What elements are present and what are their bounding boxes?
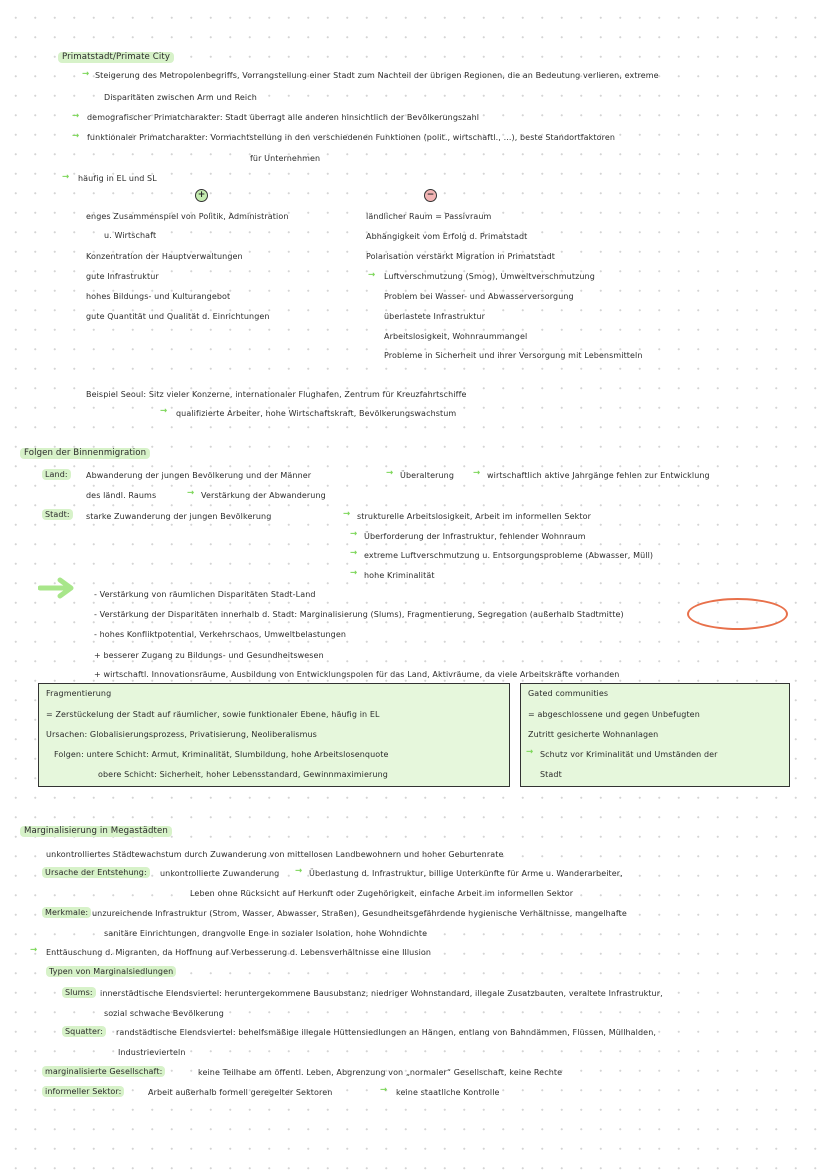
gated-title: Gated communities [528,689,609,698]
arrow-icon: → [295,866,303,876]
pro-item: Konzentration der Hauptverwaltungen [86,252,243,261]
margin-line2c: Leben ohne Rücksicht auf Herkunft oder Zugehörigkeit, einfache Arbeit im informellen Sektor [190,889,574,898]
binnen-title: Folgen der Binnenmigration [20,448,150,459]
primat-title: Primatstadt/Primate City [58,52,174,63]
pro-item: hohes Bildungs- und Kulturangebot [86,292,231,301]
land-line2b: Verstärkung der Abwanderung [201,491,326,500]
consequence-item: + wirtschaftl. Innovationsräume, Ausbildung von Entwicklungspolen für das Land, Aktivräume, da viele Arbeitskräfte vorhanden [94,670,620,679]
consequence-item: - hohes Konfliktpotential, Verkehrschaos, Umweltbelastungen [94,630,347,639]
stadt-line2: Überforderung der Infrastruktur, fehlender Wohnraum [364,532,586,541]
arrow-icon: → [30,945,38,955]
pro-item: enges Zusammenspiel von Politik, Administration [86,212,289,221]
con-item: Abhängigkeit vom Erfolg d. Primatstadt [366,232,528,241]
arrow-icon: → [526,747,534,757]
con-item: Polarisation verstärkt Migration in Primatstadt [366,252,556,261]
fragment-title: Fragmentierung [46,689,112,698]
margin-line2: unkontrollierte Zuwanderung [160,869,280,878]
stadt-line3: extreme Luftverschmutzung u. Entsorgungsprobleme (Abwasser, Müll) [364,551,654,560]
arrow-icon: → [386,468,394,478]
ursache-label: Ursache der Entstehung: [42,867,150,878]
pro-item: u. Wirtschaft [104,231,157,240]
fragment-line2: Ursachen: Globalisierungsprozess, Privatisierung, Neoliberalismus [46,730,317,739]
con-item: Luftverschmutzung (Smog), Umweltverschmutzung [384,272,595,281]
land-line1b: Überalterung [400,471,455,480]
arrow-icon: → [368,270,376,280]
squatter-line: randstädtische Elendsviertel: behelfsmäßige illegale Hüttensiedlungen an Hängen, entlang von Bahndämmen, Flüssen, Müllhalden, [116,1028,657,1037]
con-item: ländlicher Raum = Passivraum [366,212,492,221]
squatter-line-b: Industrievierteln [118,1048,186,1057]
arrow-icon: → [187,488,195,498]
slums-line: innerstädtische Elendsviertel: heruntergekommene Bausubstanz, niedriger Wohnstandard, illegale Zusatzbauten, veraltete Infrastruktur, [100,989,663,998]
stadt-line4: hohe Kriminalität [364,571,435,580]
arrow-icon: → [72,131,80,141]
con-item: Arbeitslosigkeit, Wohnraummangel [384,332,528,341]
fragment-line1: = Zerstückelung der Stadt auf räumlicher, sowie funktionaler Ebene, häufig in EL [46,710,380,719]
minus-icon: − [424,189,437,202]
margin-line2b: Überlastung d. Infrastruktur, billige Unterkünfte für Arme u. Wanderarbeiter, [309,869,623,878]
margin-line4: Enttäuschung d. Migranten, da Hoffnung auf Verbesserung d. Lebensverhältnisse eine Illusion [46,948,432,957]
typen-label: Typen von Marginalsiedlungen [46,966,176,977]
gesellschaft-label: marginalisierte Gesellschaft: [42,1066,165,1077]
consequence-item: - Verstärkung der Disparitäten innerhalb d. Stadt: Marginalisierung (Slums), Fragmentierung, Segregation (außerhalb Stadtmitte) [94,610,624,619]
land-line2: des ländl. Raums [86,491,157,500]
arrow-icon: → [72,111,80,121]
primat-line1: Steigerung des Metropolenbegriffs, Vorrangstellung einer Stadt zum Nachteil der übrigen Regionen, die an Bedeutung verlieren, extreme [95,71,659,80]
gated-line1: = abgeschlossene und gegen Unbefugten [528,710,700,719]
merkmale-label: Merkmale: [42,907,91,918]
squatter-label: Squatter: [62,1026,106,1037]
arrow-icon: → [343,509,351,519]
arrow-icon: → [473,468,481,478]
arrow-icon: → [350,529,358,539]
con-item: Probleme in Sicherheit und ihrer Versorgung mit Lebensmitteln [384,351,643,360]
stadt-label: Stadt: [42,509,73,520]
primat-line4: häufig in EL und SL [78,174,157,183]
example-seoul: Beispiel Seoul: Sitz vieler Konzerne, internationaler Flughafen, Zentrum für Kreuzfahrtschiffe [86,390,467,399]
consequence-item: + besserer Zugang zu Bildungs- und Gesundheitswesen [94,651,324,660]
arrow-icon: → [160,406,168,416]
margin-line1: unkontrolliertes Städtewachstum durch Zuwanderung von mittellosen Landbewohnern und hoher Geburtenrate [46,850,504,859]
con-item: Problem bei Wasser- und Abwasserversorgung [384,292,574,301]
sektor-line-b: keine staatliche Kontrolle [396,1088,500,1097]
gated-line2: Zutritt gesicherte Wohnanlagen [528,730,659,739]
land-line1c: wirtschaftlich aktive Jahrgänge fehlen zur Entwicklung [487,471,710,480]
slums-line-b: sozial schwache Bevölkerung [104,1009,224,1018]
gated-line3: Schutz vor Kriminalität und Umständen der [540,750,718,759]
gated-line4: Stadt [540,770,562,779]
arrow-icon: → [82,69,90,79]
primat-line3: funktionaler Primatcharakter: Vormachtstellung in den verschiedenen Funktionen (polit., wirtschaftl., ...), beste Standortfaktoren [87,133,616,142]
land-label: Land: [42,469,71,480]
sektor-line: Arbeit außerhalb formell geregelter Sektoren [148,1088,333,1097]
arrow-icon: → [380,1085,388,1095]
slums-label: Slums: [62,987,96,998]
fragment-line4: obere Schicht: Sicherheit, hoher Lebensstandard, Gewinnmaximierung [98,770,388,779]
land-line1: Abwanderung der jungen Bevölkerung und der Männer [86,471,312,480]
primat-line3b: für Unternehmen [250,154,321,163]
stadt-line1: starke Zuwanderung der jungen Bevölkerung [86,512,272,521]
pro-item: gute Infrastruktur [86,272,159,281]
margin-title: Marginalisierung in Megastädten [20,826,172,837]
arrow-icon: → [350,568,358,578]
con-item: überlastete Infrastruktur [384,312,486,321]
example-seoul-result: qualifizierte Arbeiter, hohe Wirtschaftskraft, Bevölkerungswachstum [176,409,457,418]
sektor-label: informeller Sektor: [42,1086,124,1097]
consequence-item: - Verstärkung von räumlichen Disparitäten Stadt-Land [94,590,316,599]
pro-item: gute Quantität und Qualität d. Einrichtungen [86,312,270,321]
arrow-icon: → [350,548,358,558]
primat-line1b: Disparitäten zwischen Arm und Reich [104,93,257,102]
primat-line2: demografischer Primatcharakter: Stadt überragt alle anderen hinsichtlich der Bevölkerungszahl [87,113,480,122]
margin-line3: unzureichende Infrastruktur (Strom, Wasser, Abwasser, Straßen), Gesundheitsgefährdende hygienische Verhältnisse, mangelhafte [92,909,627,918]
plus-icon: + [195,189,208,202]
stadt-line1b: strukturelle Arbeitslosigkeit, Arbeit im informellen Sektor [357,512,591,521]
gesellschaft-line: keine Teilhabe am öffentl. Leben, Abgrenzung von „normaler“ Gesellschaft, keine Rechte [198,1068,563,1077]
margin-line3b: sanitäre Einrichtungen, drangvolle Enge in sozialer Isolation, hohe Wohndichte [104,929,428,938]
fragment-line3: Folgen: untere Schicht: Armut, Kriminalität, Slumbildung, hohe Arbeitslosenquote [54,750,389,759]
arrow-icon: → [62,172,70,182]
big-arrow-icon [38,577,78,599]
highlight-circle [687,598,788,630]
